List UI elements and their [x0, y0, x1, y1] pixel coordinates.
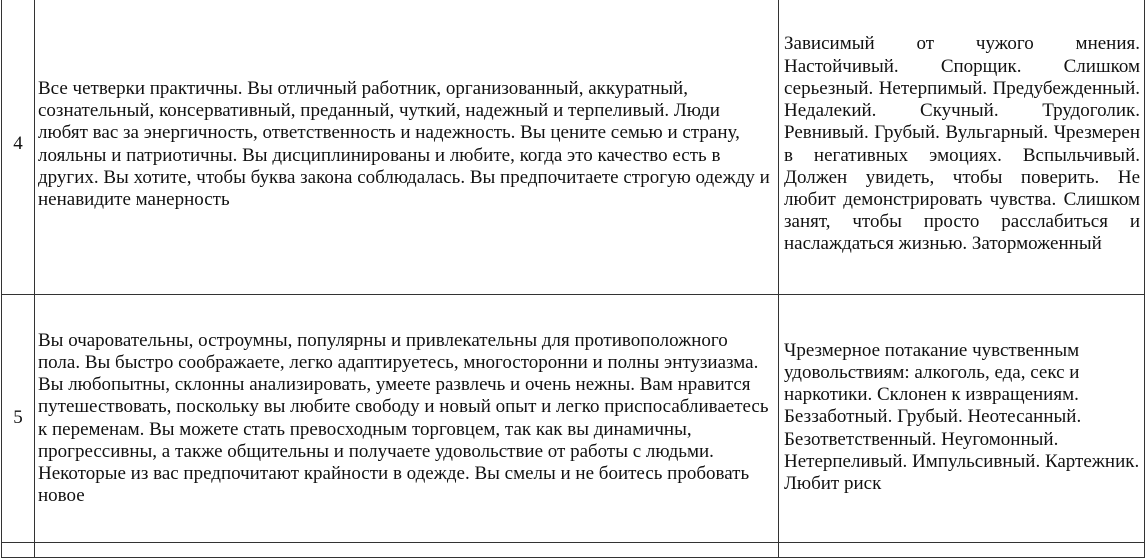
- empty-cell: [779, 543, 1145, 558]
- description-cell: [35, 295, 779, 543]
- empty-cell: [35, 543, 779, 558]
- empty-cell: [2, 543, 35, 558]
- row-number: 4: [13, 133, 23, 155]
- row-description: Вы очаровательны, остроумны, популярны и привлекательны для противоположного пола. Вы быстро соображаете, легко адаптируетесь, многосторонни и полны энтузиазма. Вы любопытны, склонны анализировать, умеете развлечь и очень нежны. Вам нравится путешествовать, поскольку вы любите свободу и новый опыт и легко приспосабливаетесь к переменам. Вы можете стать превосходным торговцем, так как вы динамичны, прогрессивны, а также общительны и получаете удовольствие от работы с людьми. Некоторые из вас предпочитают крайности в одежде. Вы смелы и не боитесь пробовать новое: [38, 329, 769, 507]
- negative-traits-cell: [779, 295, 1145, 543]
- negative-traits-cell: [779, 0, 1145, 295]
- row-number-cell: [2, 0, 35, 295]
- row-description: Все четверки практичны. Вы отличный работник, организованный, аккуратный, сознательный, консервативный, преданный, чуткий, надежный и терпеливый. Люди любят вас за энергичность, ответственность и надежность. Вы цените семью и страну, лояльны и патриотичны. Вы дисциплинированы и любите, когда это качество есть в других. Вы хотите, чтобы буква закона соблюдалась. Вы предпочитаете строгую одежду и ненавидите манерность: [38, 77, 770, 210]
- row-negative-traits: Чрезмерное потакание чувственным удовольствиям: алкоголь, еда, секс и наркотики. Склонен к извращениям. Беззаботный. Грубый. Неотесанный. Безответственный. Неугомонный. Нетерпеливый. Импульсивный. Картежник. Любит риск: [784, 339, 1140, 494]
- numerology-table: [1, 0, 1145, 558]
- table-row-partial: [2, 543, 1145, 558]
- description-cell: [35, 0, 779, 295]
- row-number-cell: [2, 295, 35, 543]
- row-negative-traits: Зависимый от чужого мнения. Настойчивый. Спорщик. Слишком серьезный. Нетерпимый. Предубежденный. Недалекий. Скучный. Трудоголик. Ревнивый. Грубый. Вульгарный. Чрезмерен в негативных эмоциях. Вспыльчивый. Должен увидеть, чтобы поверить. Не любит демонстрировать чувства. Слишком занят, чтобы просто расслабиться и наслаждаться жизнью. Заторможенный: [784, 33, 1140, 255]
- row-number: 5: [13, 407, 23, 429]
- table-row-4: [2, 0, 1145, 295]
- table-row-5: [2, 295, 1145, 543]
